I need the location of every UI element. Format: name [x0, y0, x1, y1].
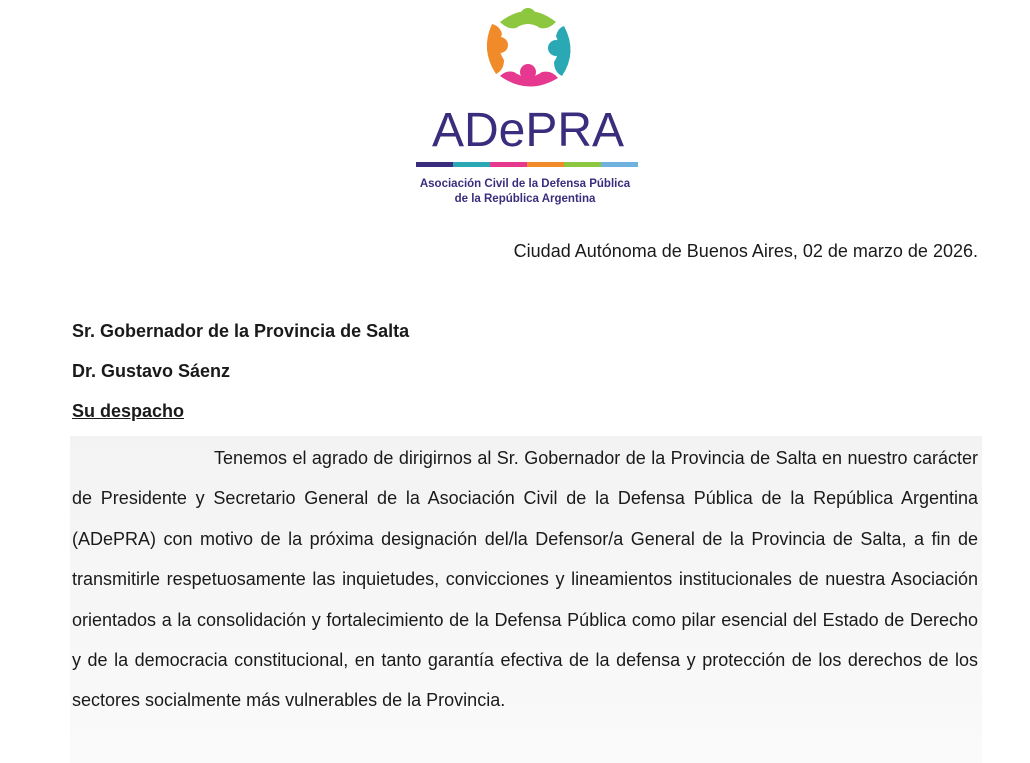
org-name — [416, 177, 634, 207]
recipient-name: Dr. Gustavo Sáenz — [72, 361, 231, 381]
brand-name: ADePRA — [431, 104, 625, 157]
people-circle-icon — [478, 0, 578, 96]
letter-paragraph: Tenemos el agrado de dirigirnos al Sr. Gobernador de la Provincia de Salta en nuestro carácter de Presidente y Secretario General de la Asociación Civil de la Defensa Pública de la República Argentina (ADePRA) con motivo de la próxima designación del/la Defensor/a General de la Provincia de Salta, a fin de transmitirle respetuosamente las inquietudes, convicciones y lineamientos institucionales de nuestra Asociación orientados a la consolidación y fortalecimiento de la Defensa Pública como pilar esencial del Estado de Derecho y de la democracia constitucional, en tanto garantía efectiva de la defensa y protección de los derechos de los sectores socialmente más vulnerables de la Provincia. — [72, 448, 978, 711]
letter-date: Ciudad Autónoma de Buenos Aires, 02 de marzo de 2026. — [513, 241, 978, 261]
adepra-logo — [412, 0, 644, 215]
org-name-line1: Asociación Civil de la Defensa Pública — [419, 178, 631, 190]
recipient-title: Sr. Gobernador de la Provincia de Salta — [72, 321, 410, 341]
org-name-line2: de la República Argentina — [454, 193, 596, 205]
recipient-office: Su despacho — [72, 401, 185, 421]
brand-stripe — [416, 162, 638, 167]
